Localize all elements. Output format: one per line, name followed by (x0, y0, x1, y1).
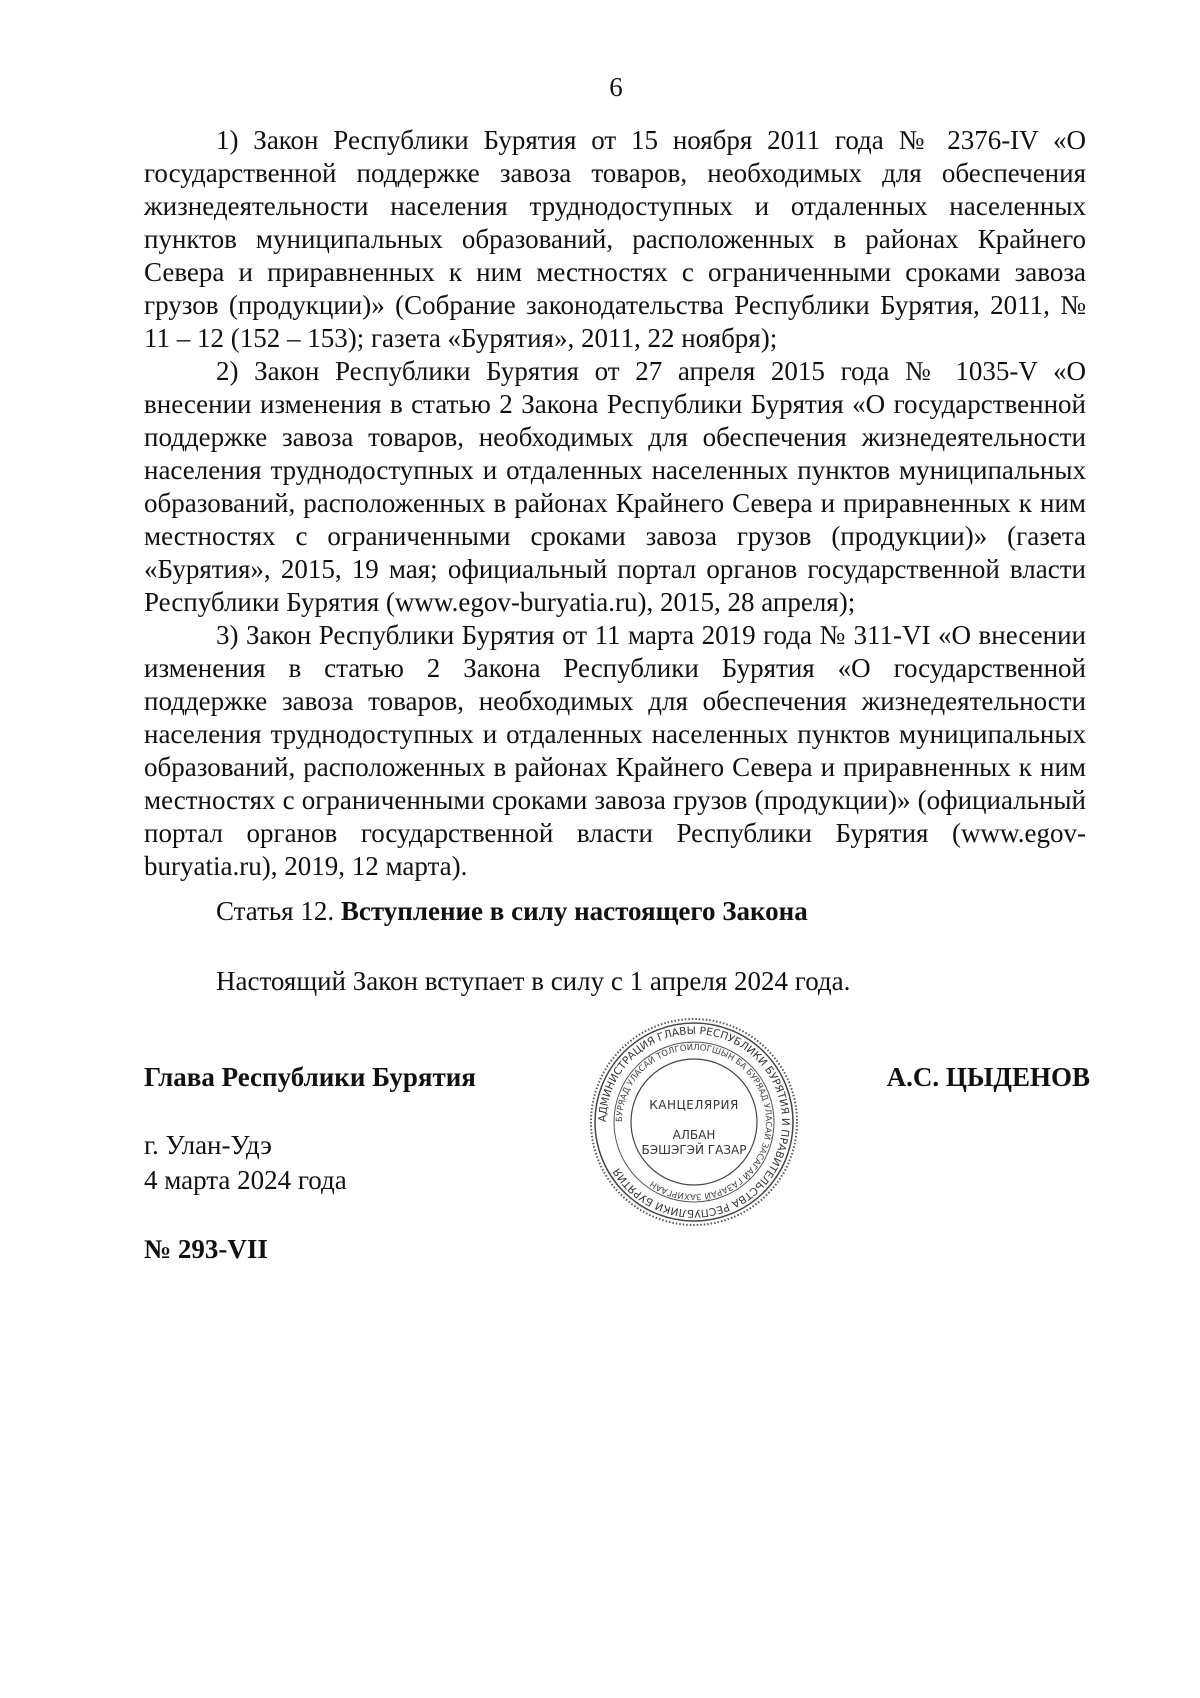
seal-icon (588, 1016, 800, 1228)
law-number: № 293-VII (144, 1234, 268, 1264)
law-list-item-1: 1) Закон Республики Бурятия от 15 ноября 2011 года № 2376-IV «О государственной поддержке завоза товаров, необходимых для обеспечения жизнедеятельности населения труднодоступных и отдаленных населенных пунктов муниципальных образований, расположенных в районах Крайнего Севера и приравненных к ним местностях с ограниченными сроками завоза грузов (продукции)» (Собрание законодательства Республики Бурятия, 2011, № 11 – 12 (152 – 153); газета «Бурятия», 2011, 22 ноября); (144, 125, 1086, 353)
signer-title: Глава Республики Бурятия (144, 1062, 476, 1092)
signer-name: А.С. ЦЫДЕНОВ (886, 1062, 1090, 1092)
article-heading (216, 896, 808, 927)
seal-center-line-2: АЛБАН (672, 1128, 716, 1142)
law-list-item-2: 2) Закон Республики Бурятия от 27 апреля 2015 года № 1035-V «О внесении изменения в статью 2 Закона Республики Бурятия «О государственной поддержке завоза товаров, необходимых для обеспечения жизнедеятельности населения труднодоступных и отдаленных населенных пунктов муниципальных образований, расположенных в районах Крайнего Севера и приравненных к ним местностях с ограниченными сроками завоза грузов (продукции)» (газета «Бурятия», 2015, 19 мая; официальный портал органов государственной власти Республики Бурятия (www.egov-buryatia.ru), 2015, 28 апреля); (144, 356, 1086, 617)
article-title: Вступление в силу настоящего Закона (340, 896, 808, 926)
seal-center-line-3: БЭШЭГЭЙ ГАЗАР (641, 1143, 747, 1157)
seal-inner-ring-text: БУРЯАД УЛАСАЙ ТОЛГОЙЛОГШЫН БА БУРЯАД УЛАСАЙ ЗАСАГАЙ ГАЗАРАЙ ЗАХИРГААН (614, 1042, 774, 1202)
article-label: Статья 12. (216, 896, 335, 926)
seal-center-line-1: КАНЦЕЛЯРИЯ (649, 1098, 739, 1112)
page-number: 6 (609, 72, 623, 102)
signing-date: 4 марта 2024 года (144, 1165, 347, 1195)
article-text: Настоящий Закон вступает в силу с 1 апреля 2024 года. (216, 966, 851, 996)
law-list (144, 124, 1086, 883)
law-list-item-3: 3) Закон Республики Бурятия от 11 марта 2019 года № 311-VI «О внесении изменения в статью 2 Закона Республики Бурятия «О государственной поддержке завоза товаров, необходимых для обеспечения жизнедеятельности населения труднодоступных и отдаленных населенных пунктов муниципальных образований, расположенных в районах Крайнего Севера и приравненных к ним местностях с ограниченными сроками завоза грузов (продукции)» (официальный портал органов государственной власти Республики Бурятия (www.egov-buryatia.ru), 2019, 12 марта). (144, 620, 1086, 881)
signing-place: г. Улан-Удэ (144, 1130, 272, 1160)
seal-outer-ring-text: АДМИНИСТРАЦИЯ ГЛАВЫ РЕСПУБЛИКИ БУРЯТИЯ И ПРАВИТЕЛЬСТВА РЕСПУБЛИКИ БУРЯТИЯ (596, 1024, 792, 1220)
official-seal (588, 1016, 800, 1228)
